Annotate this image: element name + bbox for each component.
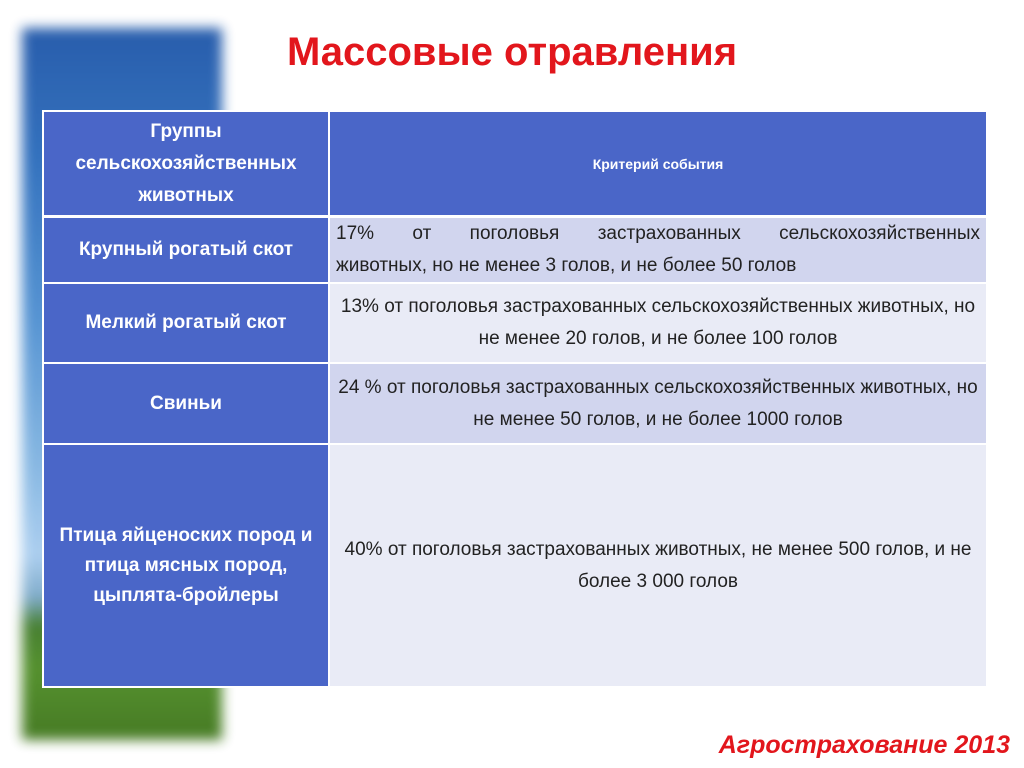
row-group-label: Крупный рогатый скот	[43, 217, 329, 284]
table-header-row	[43, 111, 987, 217]
page-title: Массовые отравления	[286, 30, 738, 74]
row-criterion: 40% от поголовья застрахованных животных, не менее 500 голов, и не более 3 000 голов	[329, 444, 987, 687]
table-row	[43, 283, 987, 363]
row-criterion: 13% от поголовья застрахованных сельскохозяйственных животных, но не менее 20 голов, и не более 100 голов	[329, 283, 987, 363]
row-criterion	[329, 217, 987, 284]
row-group-label: Птица яйценоских пород и птица мясных пород, цыплята-бройлеры	[43, 444, 329, 687]
row-criterion-line: животных, но не менее 3 голов, и не более 50 голов	[336, 255, 797, 276]
column-header-groups: Группы сельскохозяйственных животных	[43, 111, 329, 217]
column-header-criterion: Критерий события	[329, 111, 987, 217]
row-group-label: Мелкий рогатый скот	[43, 283, 329, 363]
table-row	[43, 444, 987, 687]
table-row	[43, 217, 987, 284]
row-criterion-line: 17% от поголовья застрахованных сельскохозяйственных	[336, 223, 980, 244]
criteria-table	[42, 110, 988, 682]
table-row	[43, 363, 987, 444]
footer-brand: Агрострахование 2013	[718, 731, 1010, 759]
row-criterion: 24 % от поголовья застрахованных сельскохозяйственных животных, но не менее 50 голов, и не более 1000 голов	[329, 363, 987, 444]
row-group-label: Свиньи	[43, 363, 329, 444]
